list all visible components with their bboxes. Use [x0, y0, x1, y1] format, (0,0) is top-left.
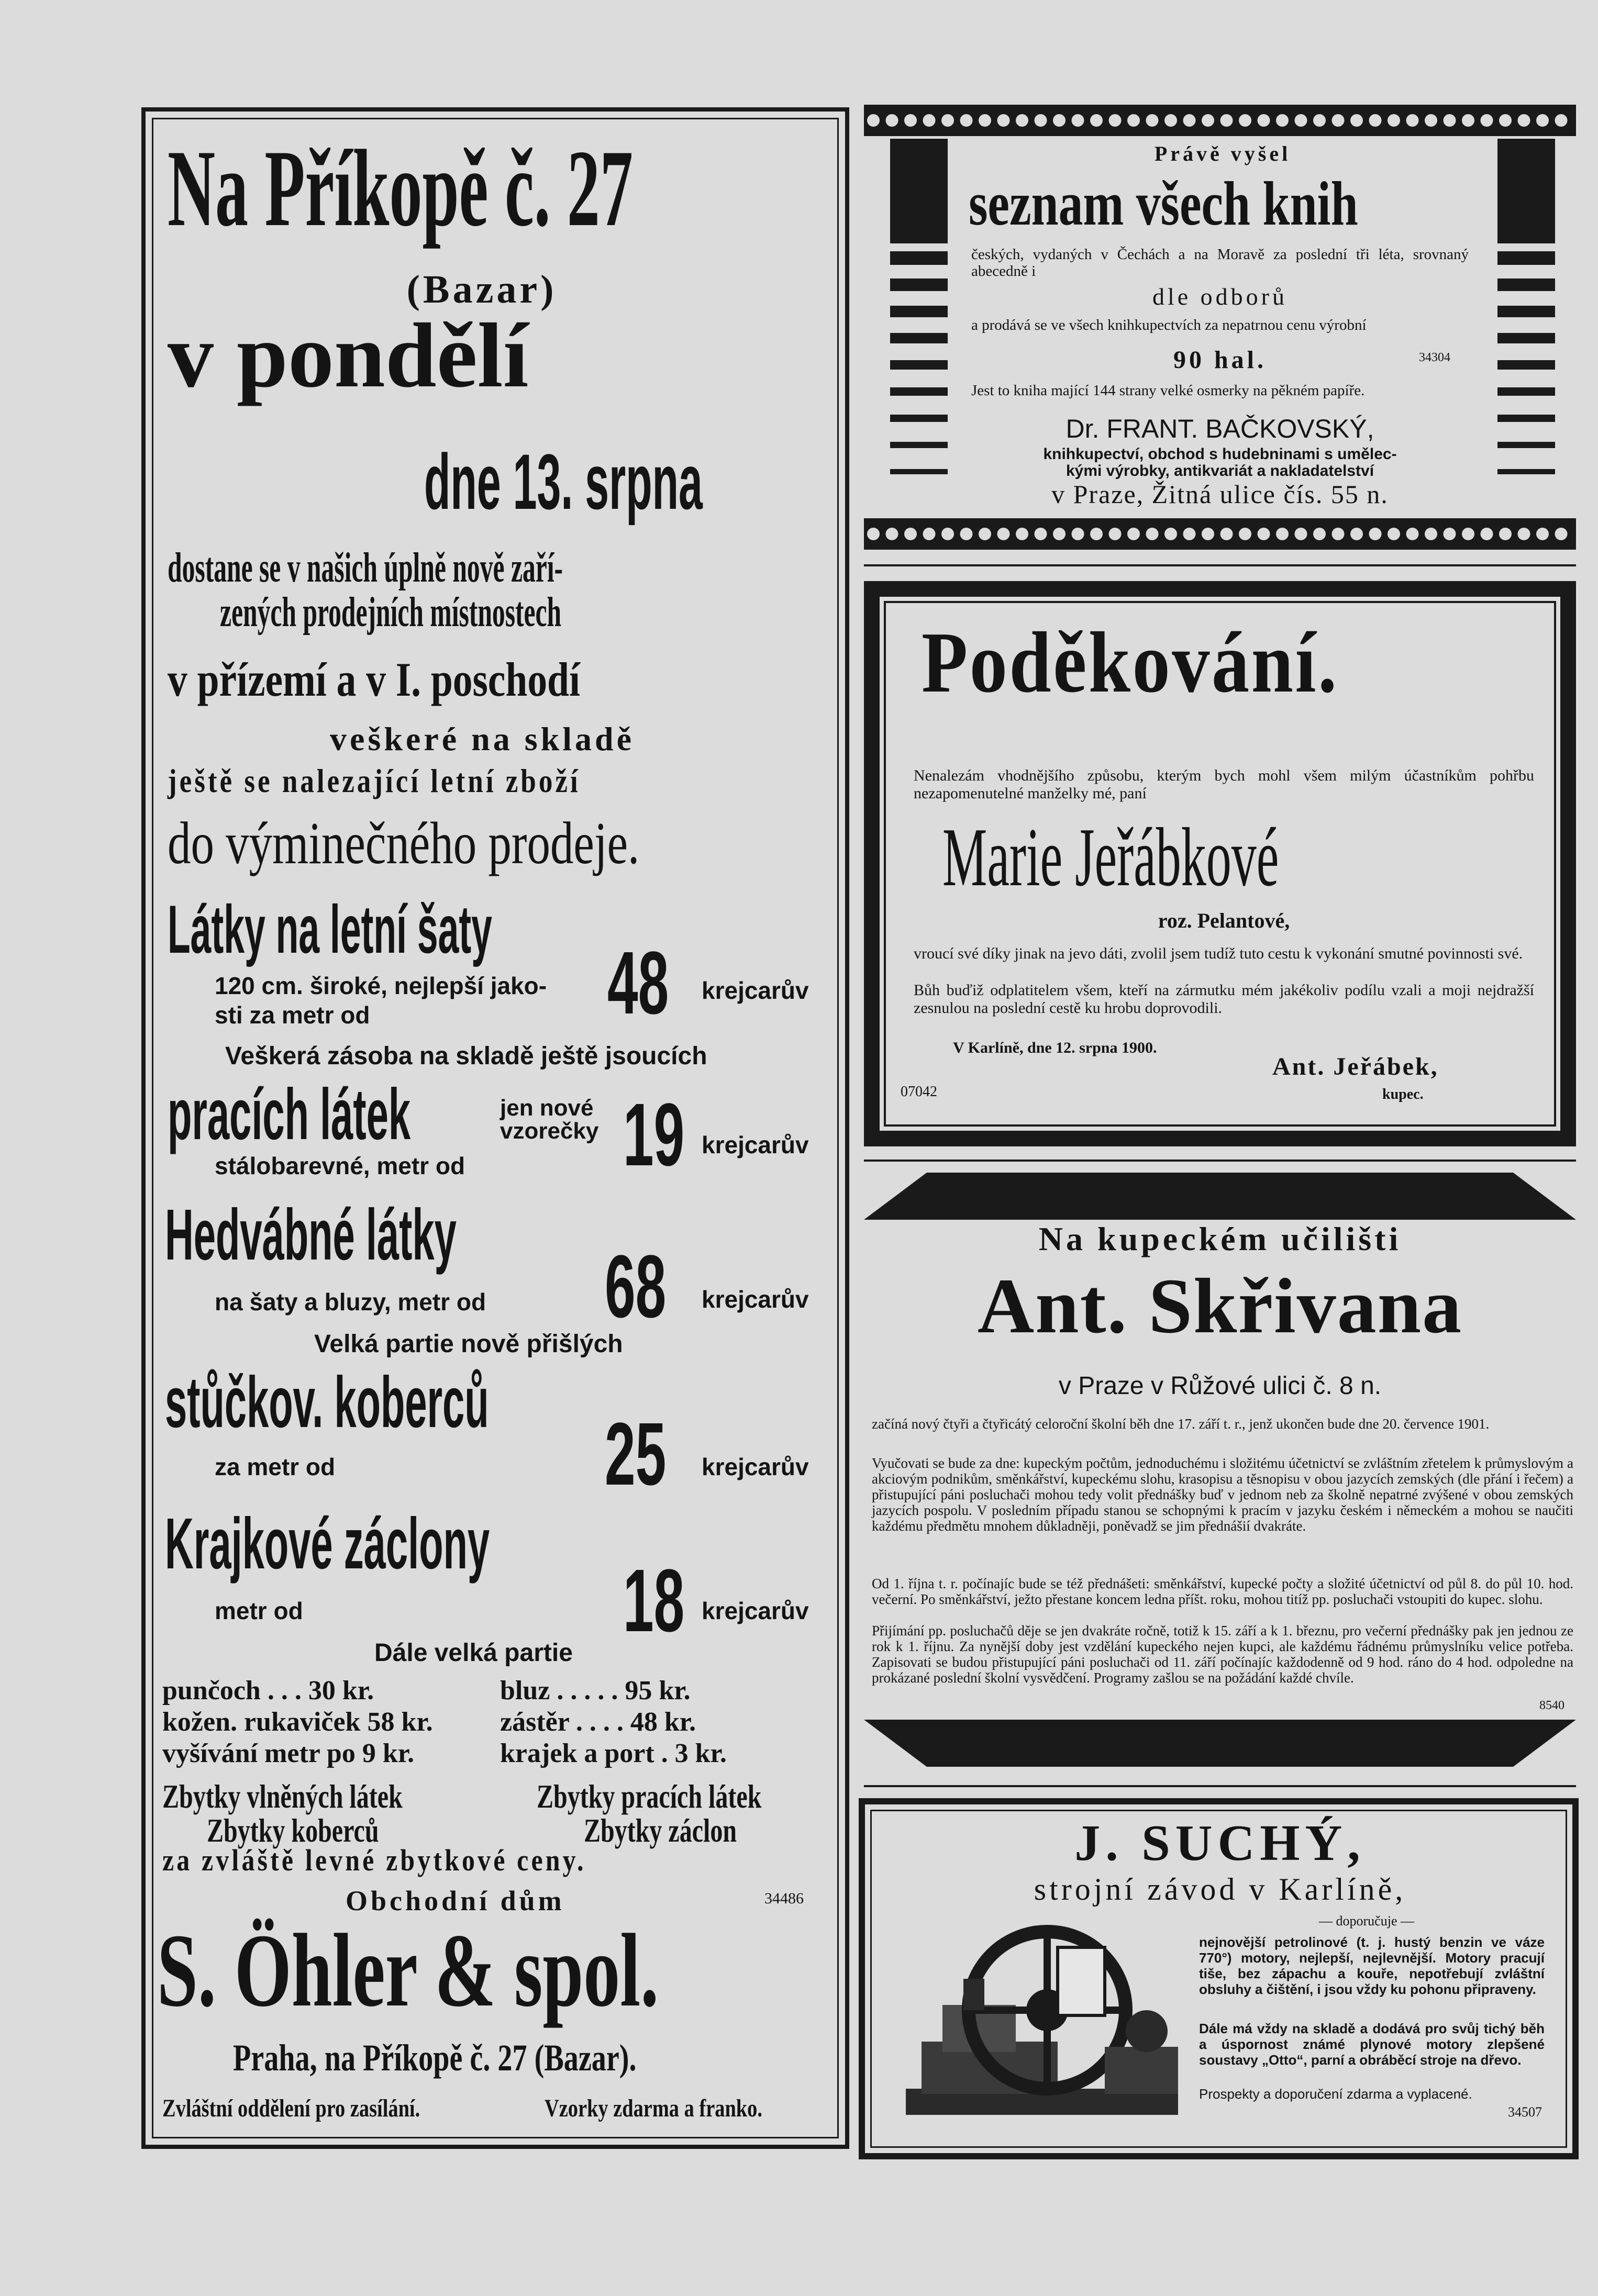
band-dot — [1220, 114, 1233, 127]
item-name: pracích látek — [168, 1074, 411, 1155]
band-dot — [1016, 114, 1028, 127]
divider-3 — [864, 1785, 1576, 1787]
band-dot — [1053, 114, 1066, 127]
footer-left: Zvláštní oddělení pro zasílání. — [162, 2094, 420, 2122]
item-price: 19 — [623, 1085, 685, 1185]
band-dot — [1072, 528, 1084, 540]
stripe — [890, 251, 948, 265]
item-unit: krejcarův — [702, 1131, 809, 1158]
book-trade: knihkupectví, obchod s hudebninami s umělec- kými výrobky, antikvariát a nakladatelství — [1043, 445, 1397, 480]
band-dot — [1164, 114, 1177, 127]
divider-1 — [864, 564, 1576, 566]
thanks-place-date: V Karlíně, dne 12. srpna 1900. — [953, 1039, 1157, 1056]
band-dot — [941, 528, 954, 540]
stripe — [1497, 415, 1555, 422]
item-desc: 120 cm. široké, nejlepší jako- sti za metr od — [215, 972, 547, 1029]
band-dot — [1090, 528, 1103, 540]
date-label: dne 13. srpna — [424, 438, 703, 526]
band-dot — [904, 528, 917, 540]
school-top-band — [864, 1173, 1576, 1220]
band-dot — [1499, 528, 1512, 540]
item-price: 25 — [605, 1405, 667, 1504]
stock-line1: veškeré na skladě — [330, 720, 635, 757]
band-dot — [1258, 114, 1270, 127]
thanks-text1: vroucí své díky jinak na jevo dáti, zvolil jsem tudíž tuto cestu k vykonání smutné povinnosti své. — [914, 945, 1523, 962]
item-pre: Velká partie nově přišlých — [314, 1330, 623, 1358]
band-dot — [1406, 528, 1419, 540]
band-dot — [979, 114, 991, 127]
book-line3: Jest to kniha mající 144 strany velké osmerky na pěkném papíře. — [971, 382, 1365, 399]
book-title: seznam všech knih — [969, 169, 1358, 238]
band-dot — [1444, 114, 1456, 127]
school-p2: Vyučovati se bude za dne: kupeckým počtům, jednoduchému i složitému účetnictví se zvláštním zřetelem k průmyslovým a akciovým podnikům, směnkářství, kupeckému slohu, krasopisu a těsnopisu v obou jazycích zemských (dle přání i řečem) a přistupující páni posluchači mohou tedy volit přednášky buď v jednom neb za školně nepatrné zvýšené v obou zemských jazycích pospolu. V posledním případu stanou se schopnými k pracím v jazyku českém i německém a mohou se naučiti každému předmětu mnohem důkladněji, poněvadž se jim přednášií dvakráte. — [872, 1455, 1573, 1534]
item-name: stůčkov. koberců — [165, 1362, 489, 1443]
item-unit: krejcarův — [702, 1597, 809, 1624]
engine-ref: 34507 — [1508, 2104, 1542, 2120]
thanks-name: Marie Jeřábkové — [942, 810, 1279, 904]
price-list-right-3: krajek a port . 3 kr. — [500, 1738, 727, 1768]
book-ref: 34304 — [1419, 351, 1450, 364]
stripe — [1497, 360, 1555, 370]
band-dot — [1295, 528, 1307, 540]
stripe — [1497, 442, 1555, 448]
engine-illustration — [885, 1916, 1194, 2125]
band-dot — [1239, 114, 1251, 127]
price-list-left-1: punčoch . . . 30 kr. — [162, 1676, 374, 1706]
thanks-intro: Nenalezám vhodnějšího způsobu, kterým bych mohl všem milým účastníkům pohřbu nezapomenutelné manželky mé, paní — [914, 767, 1534, 802]
stripe — [1497, 251, 1555, 265]
thanks-role: kupec. — [1382, 1086, 1424, 1102]
book-right-stripes — [1497, 251, 1555, 497]
band-dot — [1518, 528, 1530, 540]
book-left-bar — [890, 139, 948, 243]
stripe — [890, 442, 948, 448]
band-dot — [1350, 114, 1363, 127]
stripe — [890, 278, 948, 291]
band-dot — [1350, 528, 1363, 540]
divider-2 — [864, 1160, 1576, 1162]
band-dot — [1183, 114, 1196, 127]
band-dot — [1313, 114, 1326, 127]
engine-p1: nejnovější petrolinové (t. j. hustý benzin ve váze 770°) motory, nejlepší, nejlevnější. Motory pracují tiše, bez zápachu a kouře, nepotřebují zvláštní obsluhy a čištění, i jsou vždy ku pohonu připraveny. — [1199, 1934, 1545, 1997]
stock-line2: ještě se nalezající letní zboží — [168, 762, 581, 799]
band-dot — [1202, 114, 1214, 127]
left-ad-ref: 34486 — [764, 1890, 804, 1907]
item-desc: za metr od — [215, 1453, 336, 1480]
stripe — [1497, 387, 1555, 396]
band-dot — [1555, 114, 1568, 127]
engine-p3: Prospekty a doporučení zdarma a vyplacené. — [1199, 2086, 1472, 2102]
band-dot — [1127, 528, 1140, 540]
school-bottom-band — [864, 1720, 1576, 1767]
book-line2: a prodává se ve všech knihkupectvích za nepatrnou cenu výrobní — [971, 317, 1367, 333]
band-dot — [1369, 528, 1382, 540]
band-dot — [1127, 114, 1140, 127]
stripe — [1497, 278, 1555, 291]
book-author: Dr. FRANT. BAČKOVSKÝ, — [1066, 414, 1374, 443]
book-kicker: Právě vyšel — [1154, 142, 1291, 165]
school-top: Na kupeckém učilišti — [1038, 1220, 1402, 1257]
band-dot — [1555, 528, 1568, 540]
band-dot — [1109, 114, 1122, 127]
stripe — [1497, 469, 1555, 474]
engine-p2: Dále má vždy na skladě a dodává pro svůj tichý běh a úspornost známé plynové motory zlepšené soustavy „Otto“, parní a obráběcí stroje na dřevo. — [1199, 2021, 1545, 2068]
band-dot — [904, 114, 917, 127]
item-desc: na šaty a bluzy, metr od — [215, 1288, 486, 1316]
band-dot — [1462, 114, 1474, 127]
engine-recommends: — doporučuje — — [1319, 1913, 1414, 1929]
footer-right: Vzorky zdarma a franko. — [545, 2094, 762, 2122]
band-dot — [867, 114, 880, 127]
stripe — [890, 333, 948, 343]
band-dot — [923, 114, 936, 127]
thanks-signature: Ant. Jeřábek, — [1272, 1053, 1439, 1080]
item-name: Hedvábné látky — [165, 1195, 457, 1275]
further-label: Dále velká partie — [374, 1639, 573, 1667]
remnants-right-1: Zbytky pracích látek — [537, 1778, 762, 1815]
book-address: v Praze, Žitná ulice čís. 55 n. — [1051, 480, 1389, 509]
band-dot — [1090, 114, 1103, 127]
band-dot — [997, 528, 1010, 540]
band-dot — [1332, 528, 1345, 540]
band-dot — [923, 528, 936, 540]
band-dot — [960, 114, 973, 127]
band-dot — [1035, 114, 1047, 127]
school-name: Ant. Skřivana — [977, 1263, 1463, 1350]
thanks-nee: roz. Pelantové, — [1158, 909, 1290, 932]
price-list-left-3: vyšívání metr po 9 kr. — [162, 1738, 415, 1768]
band-dot — [867, 528, 880, 540]
item-note: jen nové vzorečky — [500, 1095, 599, 1144]
band-dot — [1369, 114, 1382, 127]
band-dot — [1388, 528, 1400, 540]
item-desc: metr od — [215, 1597, 303, 1624]
band-dot — [1332, 114, 1345, 127]
band-dot — [1053, 528, 1066, 540]
house-label: Obchodní dům — [346, 1885, 565, 1916]
band-dot — [1146, 114, 1159, 127]
stripe — [1497, 306, 1555, 317]
band-dot — [1536, 114, 1549, 127]
band-dot — [960, 528, 973, 540]
price-list-right-2: zástěr . . . . 48 kr. — [500, 1707, 696, 1737]
band-dot — [1425, 528, 1437, 540]
intro-line1: dostane se v našich úplně nově zaří- — [168, 545, 563, 591]
band-dot — [1202, 528, 1214, 540]
book-bottom-band-dots — [864, 518, 1576, 550]
band-dot — [886, 114, 898, 127]
band-dot — [1481, 114, 1493, 127]
stripe — [890, 469, 948, 474]
band-dot — [1109, 528, 1122, 540]
band-dot — [1499, 114, 1512, 127]
bazar-label: (Bazar) — [406, 268, 557, 311]
book-right-bar — [1497, 139, 1555, 243]
company-address: Praha, na Příkopě č. 27 (Bazar). — [233, 2037, 637, 2079]
band-dot — [1425, 114, 1437, 127]
item-unit: krejcarův — [702, 977, 809, 1004]
floors-label: v přízemí a v I. poschodí — [168, 653, 580, 706]
band-dot — [1035, 528, 1047, 540]
intro-line2: zených prodejních místnostech — [220, 589, 562, 636]
item-price: 48 — [607, 933, 669, 1033]
band-dot — [1016, 528, 1028, 540]
book-left-stripes — [890, 251, 948, 497]
thanks-ref: 07042 — [901, 1084, 937, 1100]
book-line1: českých, vydaných v Čechách a na Moravě za poslední tři léta, srovnaný abecedně i — [971, 246, 1469, 280]
band-dot — [1462, 528, 1474, 540]
band-dot — [1258, 528, 1270, 540]
band-dot — [1295, 114, 1307, 127]
remnants-left-1: Zbytky vlněných látek — [162, 1778, 403, 1815]
address-headline: Na Příkopě č. 27 — [168, 128, 633, 249]
band-dot — [1220, 528, 1233, 540]
band-dot — [1518, 114, 1530, 127]
item-price: 18 — [623, 1551, 685, 1651]
price-list-right-1: bluz . . . . . 95 kr. — [500, 1676, 691, 1706]
band-dot — [997, 114, 1010, 127]
cheap-label: za zvláště levné zbytkové ceny. — [162, 1843, 586, 1877]
thanks-text2: Bůh buďiž odplatitelem všem, kteří na zármutku mém jakékoliv podílu vzali a moji nejdražší zesnulou na poslední cestě ku hrobu doprovodili. — [914, 982, 1534, 1017]
school-ref: 8540 — [1539, 1699, 1564, 1712]
company-name: S. Öhler & spol. — [157, 1913, 659, 2028]
stripe — [1497, 333, 1555, 343]
remnants-right-2: Zbytky záclon — [584, 1812, 737, 1849]
band-dot — [1239, 528, 1251, 540]
band-dot — [1536, 528, 1549, 540]
school-p4: Přijímání pp. posluchačů děje se jen dvakráte ročně, totiž k 15. září a k 1. březnu, pro večerní přednášky pak jen jednou ze rok k 1. říjnu. Za nynější doby jest vzdělání kupeckého nejen kupci, ale každému řádnému průmyslníku velice potřeba. Zapisovati se budou přistupující páni posluchači od 11. září počínajíc každodenně od 9 hod. ráno do 4 hod. odpoledne na prokázané poslední školní vysvědčení. Programy zašlou se na požádání každé chvíle. — [872, 1623, 1573, 1686]
book-price: 90 hal. — [1173, 346, 1267, 374]
band-dot — [1481, 528, 1493, 540]
band-dot — [979, 528, 991, 540]
band-dot — [1388, 114, 1400, 127]
book-top-band-dots — [864, 105, 1576, 136]
band-dot — [886, 528, 898, 540]
day-label: v pondělí — [168, 305, 529, 407]
school-address: v Praze v Růžové ulici č. 8 n. — [1058, 1372, 1382, 1400]
engine-sub: strojní závod v Karlíně, — [1034, 1872, 1406, 1907]
book-by-field: dle odborů — [1152, 283, 1288, 310]
school-p1: začíná nový čtyři a čtyřicátý celoroční školní běh dne 17. září t. r., jenž ukončen bude dne 20. července 1901. — [872, 1416, 1490, 1432]
stripe — [890, 306, 948, 317]
remnants-left-2: Zbytky koberců — [207, 1812, 379, 1849]
stripe — [890, 387, 948, 396]
band-dot — [1406, 114, 1419, 127]
school-p3: Od 1. října t. r. počínajíc bude se též přednášeti: směnkářství, kupecké počty a složité účetnictví od půl 8. do půl 10. hod. večerní. Po směnkářství, ježto přestane koncem ledna příšt. roku, mohou titíž pp. posluchači vstoupiti do kupec. slohu. — [872, 1576, 1573, 1607]
sale-label: do výminečného prodeje. — [168, 810, 640, 876]
band-dot — [1276, 528, 1289, 540]
stripe — [890, 360, 948, 370]
item-unit: krejcarův — [702, 1453, 809, 1480]
item-name: Látky na letní šaty — [168, 891, 492, 967]
band-dot — [1146, 528, 1159, 540]
item-name: Krajkové záclony — [165, 1503, 490, 1584]
engine-name: J. SUCHÝ, — [1074, 1815, 1366, 1871]
stripe — [890, 415, 948, 422]
band-dot — [1276, 114, 1289, 127]
item-price: 68 — [605, 1237, 667, 1336]
thanks-title: Poděkování. — [922, 614, 1339, 710]
band-dot — [1313, 528, 1326, 540]
item-desc: stálobarevné, metr od — [215, 1152, 465, 1179]
band-dot — [1183, 528, 1196, 540]
band-dot — [941, 114, 954, 127]
band-dot — [1444, 528, 1456, 540]
band-dot — [1164, 528, 1177, 540]
price-list-left-2: kožen. rukaviček 58 kr. — [162, 1707, 433, 1737]
item-unit: krejcarův — [702, 1286, 809, 1313]
band-dot — [1072, 114, 1084, 127]
item-pre: Veškerá zásoba na skladě ještě jsoucích — [225, 1042, 707, 1070]
